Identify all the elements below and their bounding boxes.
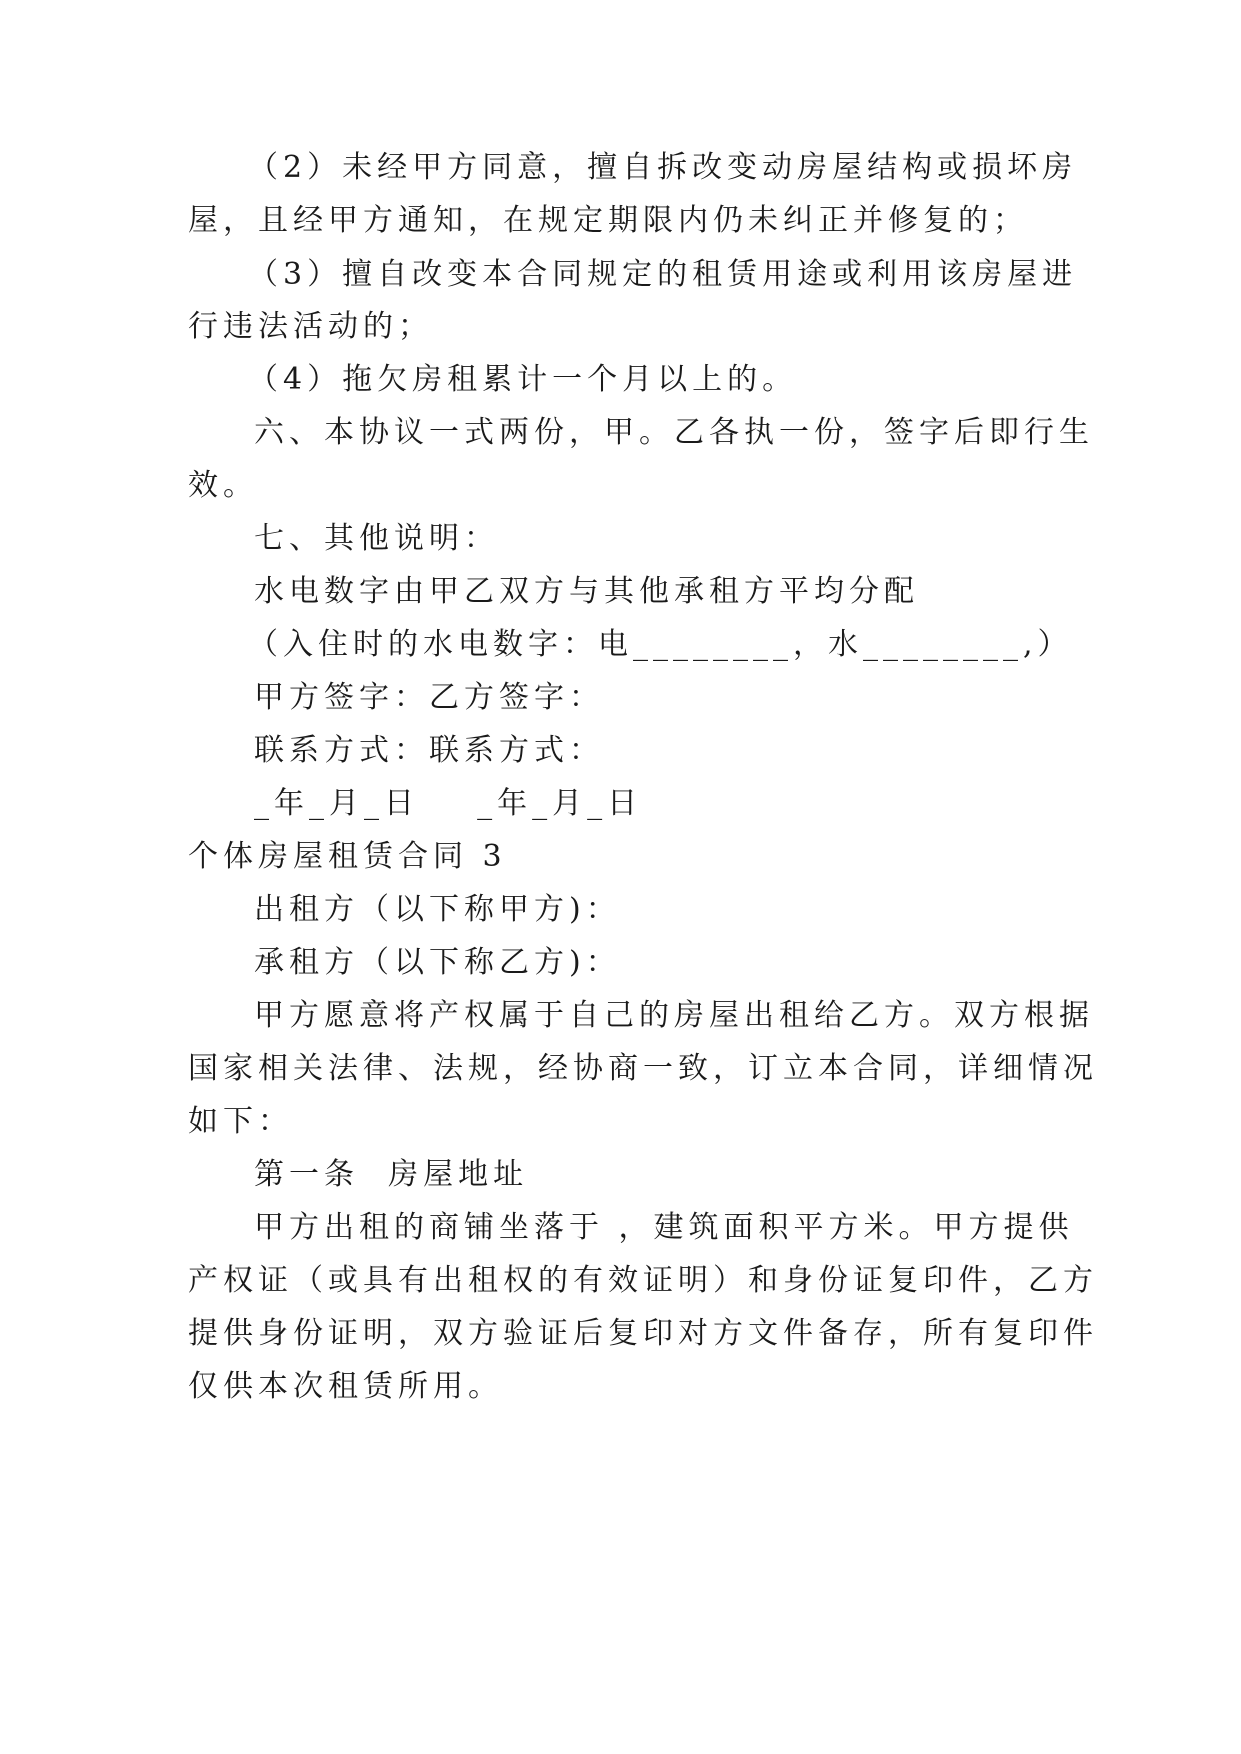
article-one-line-1: 甲方出租的商铺坐落于 ，建筑面积平方米。甲方提供 [254,1210,1074,1245]
preamble-line-3: 如下： [188,1104,293,1139]
contract-title: 个体房屋租赁合同 3 [188,839,507,874]
article-one-line-2: 产权证（或具有出租权的有效证明）和身份证复印件，乙方 [188,1263,1098,1298]
date-line: _年_月_日 _年_月_日 [254,786,643,821]
section-six-line-2: 效。 [188,468,258,503]
clause-item-4: （4）拖欠房租累计一个月以上的。 [248,362,798,397]
utility-readings-line: （入住时的水电数字：电________，水________,） [248,627,1073,662]
clause-item-3-line-2: 行违法活动的； [188,309,433,344]
preamble-line-2: 国家相关法律、法规，经协商一致，订立本合同，详细情况 [188,1051,1098,1086]
preamble-line-1: 甲方愿意将产权属于自己的房屋出租给乙方。双方根据 [254,998,1094,1033]
contact-line: 联系方式：联系方式： [254,733,604,768]
lessee-line: 承租方（以下称乙方)： [254,945,621,980]
document-page [188,0,1098,1754]
article-one-line-4: 仅供本次租赁所用。 [188,1369,503,1404]
signature-line: 甲方签字：乙方签字： [254,680,604,715]
clause-item-2-line-2: 屋，且经甲方通知，在规定期限内仍未纠正并修复的； [188,203,1028,238]
lessor-line: 出租方（以下称甲方)： [254,892,621,927]
clause-item-2-line-1: （2）未经甲方同意，擅自拆改变动房屋结构或损坏房 [248,150,1078,185]
clause-item-3-line-1: （3）擅自改变本合同规定的租赁用途或利用该房屋进 [248,257,1078,292]
section-seven-heading: 七、其他说明： [254,521,499,556]
article-one-heading: 第一条 房屋地址 [254,1157,529,1192]
utility-split-note: 水电数字由甲乙双方与其他承租方平均分配 [254,574,919,609]
article-one-line-3: 提供身份证明，双方验证后复印对方文件备存，所有复印件 [188,1316,1098,1351]
section-six-line-1: 六、本协议一式两份，甲。乙各执一份，签字后即行生 [254,415,1094,450]
